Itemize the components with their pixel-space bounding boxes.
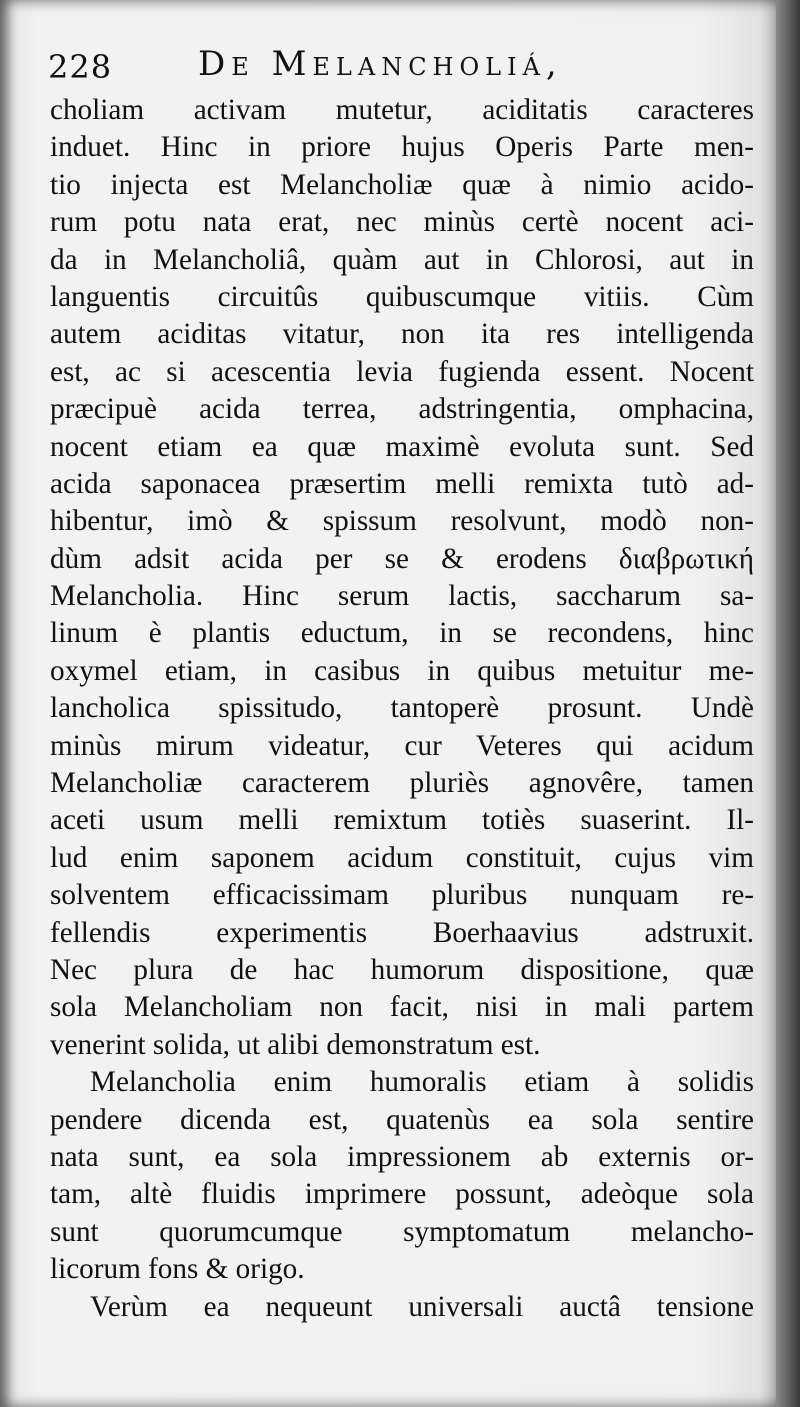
page-header — [48, 40, 748, 90]
body-text — [50, 92, 754, 1326]
text-line: choliam activam mutetur, aciditatis caracteres — [50, 94, 754, 126]
text-line: Melancholia. Hinc serum lactis, saccharum sa- — [50, 580, 754, 613]
text-line: linum è plantis eductum, in se recondens, hinc — [50, 617, 754, 650]
running-title: De Melancholiá, — [198, 44, 563, 84]
text-line: tam, altè fluidis imprimere possunt, adeòque sola — [50, 1178, 754, 1211]
text-line: languentis circuitûs quibuscumque vitiis. Cùm — [50, 280, 754, 313]
text-line: Melancholiæ caracterem pluriès agnovêre, tamen — [50, 767, 754, 800]
text-line: lud enim saponem acidum constituit, cujus vim — [50, 841, 754, 874]
text-line: Melancholia enim humoralis etiam à solidis — [90, 1066, 754, 1099]
text-line: lancholica spissitudo, tantoperè prosunt. Undè — [50, 692, 754, 725]
text-line: oxymel etiam, in casibus in quibus metuitur me- — [50, 654, 754, 687]
text-line: aceti usum melli remixtum totiès suaserint. Il- — [50, 804, 754, 837]
text-line: acida saponacea præsertim melli remixta tutò ad- — [50, 467, 754, 500]
text-line: sola Melancholiam non facit, nisi in mali partem — [50, 991, 754, 1024]
text-line: præcipuè acida terrea, adstringentia, omphacina, — [50, 393, 754, 426]
text-line: hibentur, imò & spissum resolvunt, modò non- — [50, 505, 754, 538]
text-line: autem aciditas vitatur, non ita res intelligenda — [50, 318, 754, 351]
text-line: Verùm ea nequeunt universali auctâ tensione — [90, 1290, 754, 1323]
facing-page-edge — [776, 0, 800, 1407]
text-line: Nec plura de hac humorum dispositione, quæ — [50, 953, 754, 986]
text-line: est, ac si acescentia levia fugienda essent. Nocent — [50, 355, 754, 388]
text-line: sunt quorumcumque symptomatum melancho- — [50, 1215, 754, 1248]
text-line: nata sunt, ea sola impressionem ab externis or- — [50, 1140, 754, 1173]
text-line: venerint solida, ut alibi demonstratum est. — [50, 1028, 541, 1061]
text-line: da in Melancholiâ, quàm aut in Chlorosi, aut in — [50, 243, 754, 276]
text-line: induet. Hinc in priore hujus Operis Parte men- — [50, 131, 754, 164]
text-line: dùm adsit acida per se & erodens διαβρωτική — [50, 542, 754, 575]
text-line: minùs mirum videatur, cur Veteres qui acidum — [50, 729, 754, 762]
text-line: solventem efficacissimam pluribus nunquam re- — [50, 879, 754, 912]
text-line: pendere dicenda est, quatenùs ea sola sentire — [50, 1103, 754, 1136]
text-line: nocent etiam ea quæ maximè evoluta sunt. Sed — [50, 430, 754, 463]
text-line: tio injecta est Melancholiæ quæ à nimio acido- — [50, 168, 754, 201]
page-number: 228 — [48, 48, 113, 86]
text-line: rum potu nata erat, nec minùs certè nocent aci- — [50, 206, 754, 239]
text-line: fellendis experimentis Boerhaavius adstruxit. — [50, 916, 754, 949]
text-line: licorum fons & origo. — [50, 1253, 305, 1286]
